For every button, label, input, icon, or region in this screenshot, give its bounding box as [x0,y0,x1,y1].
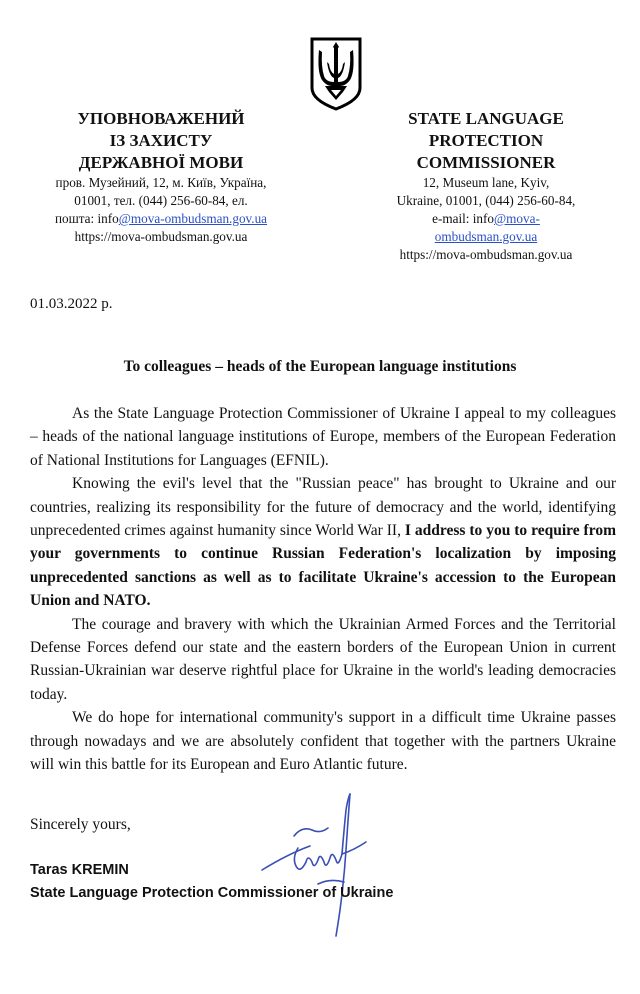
paragraph-2-bold-appeal: I address to you to require from your governments to continue Russian Federation's localization by imposing unprecedented sanctions as well as to facilitate Ukraine's accession to the European Union and NATO. [30,522,616,610]
ua-title-line-1: УПОВНОВАЖЕНИЙ [77,109,245,128]
letter-subject: To colleagues – heads of the European language institutions [123,358,517,375]
signatory-title: State Language Protection Commissioner of Ukraine [30,885,394,901]
signatory-name: Taras KREMIN [30,862,129,878]
ua-address-line-2: 01001, тел. (044) 256-60-84, ел. [74,193,248,208]
ua-email-prefix: пошта: info [54,211,119,226]
ua-title-line-3: ДЕРЖАВНОЇ МОВИ [78,153,244,172]
paragraph-1: As the State Language Protection Commissioner of Ukraine I appeal to my colleagues – heads of the national language institutions of Europe, members of the European Federation of National Institutions for Languages (EFNIL). [30,405,616,469]
signature-image [258,790,378,940]
en-title-line-3: COMMISSIONER [416,153,556,172]
en-email-link-part-1[interactable]: @mova- [494,211,540,226]
en-address-line-1: 12, Museum lane, Kyiv, [422,175,550,190]
header-english [350,108,622,264]
en-email-link-part-2[interactable]: ombudsman.gov.ua [434,229,538,244]
paragraph-2-text: Knowing the evil's level that the "Russian peace" has brought to Ukraine and our countries, realizing its responsibility for the future of democracy and the world, identifying unprecedented crimes against humanity since World War II, [30,475,616,540]
paragraph-4: We do hope for international community's support in a difficult time Ukraine passes through nowadays and we are absolutely confident that together with the partners Ukraine will win this battle for its European and Euro Atlantic future. [30,709,616,774]
en-email-cont [350,228,622,246]
en-email [350,210,622,228]
paragraph-2 [30,472,616,612]
letter-date: 01.03.2022 p. [30,296,113,312]
letter-body [30,402,616,777]
en-title-line-2: PROTECTION [428,131,544,150]
header-ukrainian [22,108,300,246]
paragraph-3: The courage and bravery with which the Ukrainian Armed Forces and the Territorial Defense Forces defend our state and the eastern borders of the European Union in current Russian-Ukrainian war deserve rightful place for Ukraine in the world's leading democracies today. [30,615,616,703]
ua-email-link[interactable]: @mova-ombudsman.gov.ua [118,211,268,226]
en-email-prefix: e-mail: info [432,211,495,226]
en-title-line-1: STATE LANGUAGE [408,109,564,128]
ua-address-line-1: пров. Музейний, 12, м. Київ, Україна, [55,175,267,190]
ukraine-crest-icon [309,36,363,112]
closing: Sincerely yours, [30,816,131,833]
en-address-line-2: Ukraine, 01001, (044) 256-60-84, [396,193,576,208]
en-website: https://mova-ombudsman.gov.ua [399,247,573,262]
ua-email [22,210,300,228]
ua-website: https://mova-ombudsman.gov.ua [74,229,248,244]
ua-title-line-2: ІЗ ЗАХИСТУ [109,131,213,150]
